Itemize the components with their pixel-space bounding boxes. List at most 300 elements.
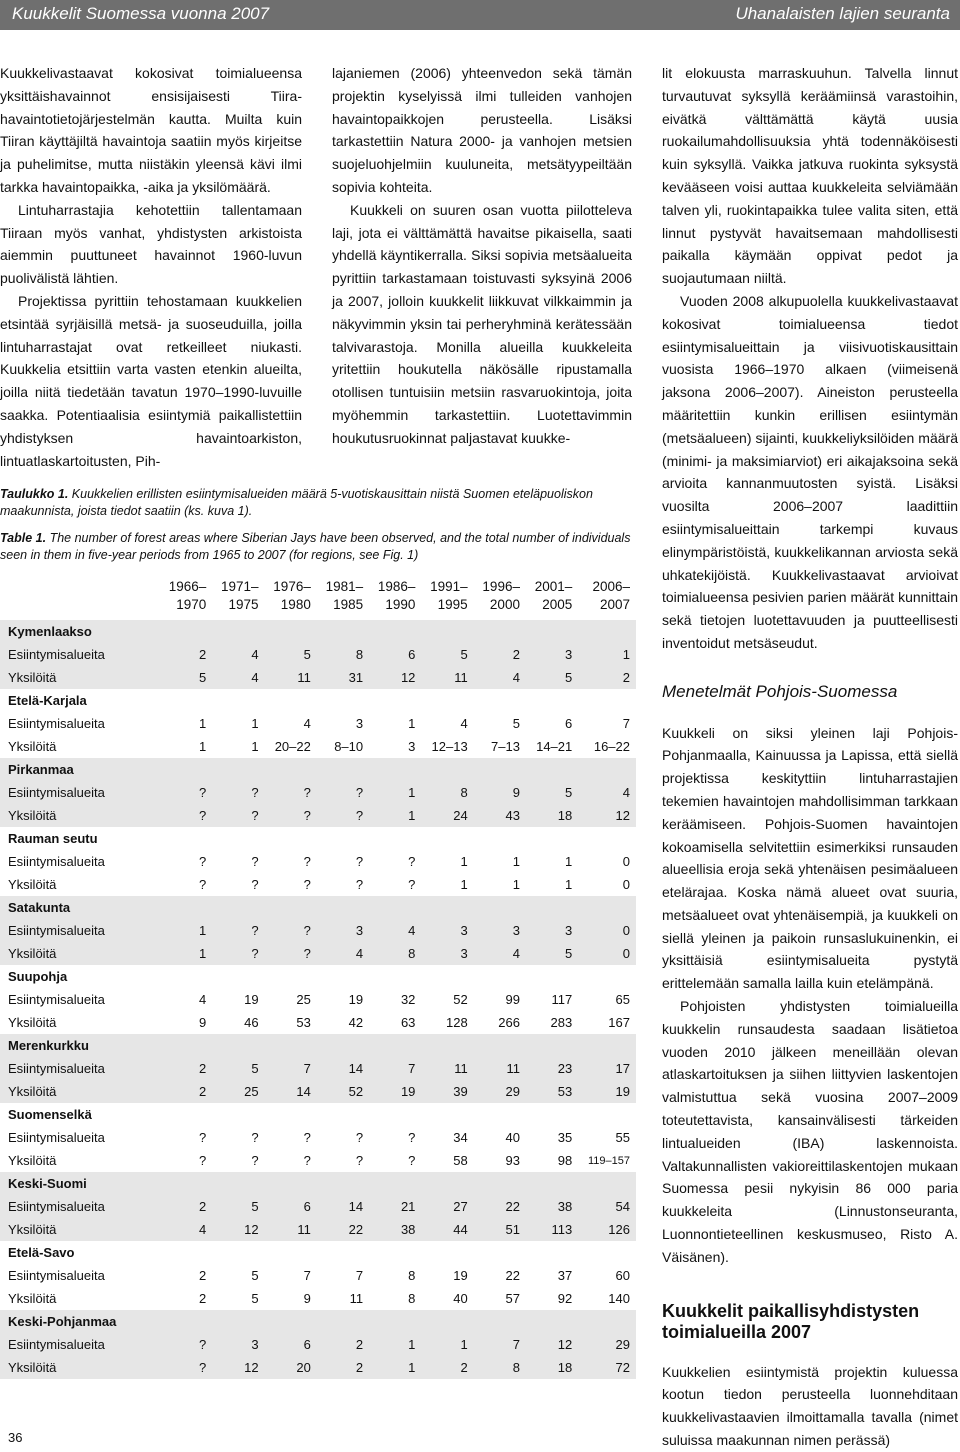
table-cell: 34 bbox=[453, 1130, 468, 1145]
row-label: Yksilöitä bbox=[8, 1291, 57, 1306]
table-cell: 167 bbox=[608, 1015, 630, 1030]
period-end: 1975 bbox=[228, 597, 259, 612]
row-label: Yksilöitä bbox=[8, 1015, 57, 1030]
table-cell: 3 bbox=[526, 643, 578, 666]
table-cell: 1 bbox=[369, 804, 421, 827]
table-cell: ? bbox=[265, 804, 317, 827]
paragraph: lit elokuusta marraskuuhun. Talvella linnut turvautuvat syksyllä keräämiinsä varastoihin, eivätkä välttämättä käytä uusia ruokailumahdollisuuksia yhtä todennäköisesti kuin syksyllä. Vaikka jatkuva ruokinta syksystä kevääseen voisi auttaa kuukkeleita selviämään talven yli, ruokintapaikka tulee valita siten, että linnut pystyvät havaitsemaan mahdollisesti paikalla käymään oppivat pedot ja suojautumaan niiltä. bbox=[662, 65, 958, 287]
table-cell: 3 bbox=[408, 739, 416, 754]
table-row bbox=[0, 1333, 636, 1356]
table-cell: ? bbox=[199, 877, 207, 892]
table-cell: ? bbox=[303, 1153, 311, 1168]
table-cell: 117 bbox=[551, 992, 573, 1007]
table-cell: 5 bbox=[212, 1057, 264, 1080]
table-cell: 4 bbox=[460, 716, 468, 731]
table-caption-english bbox=[0, 530, 640, 564]
table-cell: ? bbox=[408, 877, 416, 892]
table-cell: 11 bbox=[421, 666, 473, 689]
table-cell: 40 bbox=[505, 1130, 520, 1145]
table-cell: 6 bbox=[565, 716, 573, 731]
table-cell: 5 bbox=[421, 643, 473, 666]
table-cell: 2 bbox=[160, 1057, 212, 1080]
table-row bbox=[0, 873, 636, 896]
paragraph: Kuukkeli on suuren osan vuotta piilotteleva laji, jota ei välttämättä havaitse pikaisella, saati yhdellä käyntikerralla. Siksi sopivia metsäalueita pyrittiin tarkastamaan toistuvasti syksyinä 2006 ja 2007, jolloin kuukkelit liikkuvat vilkkaimmin ja näkyvimmin yksin tai perheryhminä kerätessään talvivarastoja. Monilla alueilla kuukkeleita yritettiin houkutella näkösälle ripustamalla otollisen tuntuisiin metsiin rasvaruokintoja, joita myöhemmin tarkastettiin. Luotettavimmin houkutusruokinnat paljastavat kuukke- bbox=[332, 201, 632, 446]
table-cell: 3 bbox=[474, 919, 526, 942]
table-cell: 19 bbox=[453, 1268, 468, 1283]
text-column-2 bbox=[332, 62, 632, 450]
table-cell: ? bbox=[251, 877, 259, 892]
paragraph: lajaniemen (2006) yhteenvedon sekä tämän projektin kyselyissä ilmi tulleiden vanhojen havaintopaikkojen perusteella. Lisäksi tarkastettiin Natura 2000- ja vanhojen metsien suojeluohjelmiin kuuluneita, metsätyypeiltään sopivia kohteita. bbox=[332, 65, 632, 195]
paragraph: Lintuharrastajia kehotettiin tallentamaan Tiiraan myös vanhat, yhdistysten arkistoista aiemmin puuttuneet havainnot 1960-luvun puolivälistä lähtien. bbox=[0, 201, 302, 287]
table-row bbox=[0, 1149, 636, 1172]
table-cell: 58 bbox=[453, 1153, 468, 1168]
table-cell: 53 bbox=[526, 1080, 578, 1103]
table-cell: 22 bbox=[317, 1218, 369, 1241]
region-row bbox=[0, 1241, 636, 1264]
region-name: Etelä-Karjala bbox=[8, 693, 87, 708]
period-end: 1990 bbox=[385, 597, 416, 612]
table-cell: 283 bbox=[550, 1015, 573, 1030]
table-cell: 20–22 bbox=[274, 739, 311, 754]
header-cell-empty bbox=[0, 578, 160, 620]
paragraph: Kuukkeli on siksi yleinen laji Pohjois-Pohjanmaalla, Kainuussa ja Lapissa, että siellä projektissa keskityttiin lintuharrastajien tekemien havaintojen mahdollisimman tarkkaan keräämiseen. Pohjois-Suomen havaintojen kokoamisella selvitettiin esimerkiksi runsauden alueellisia eroja sekä yhtenäisen pesimäalueen etelärajaa. Koska nämä alueet ovat suuria, metsäalueet ovat yhtenäisempiä, ja kuukkeli on siellä yleinen ja paikoin runsaslukuinenkin, ei yksittäisiä esiintymisalueita pystytä erittelemään samalla lailla kuin etelämpänä. bbox=[662, 724, 958, 992]
table-cell: 7 bbox=[474, 1333, 526, 1356]
table-cell: 5 bbox=[526, 781, 578, 804]
table-cell: 4 bbox=[474, 942, 526, 965]
period-header bbox=[317, 578, 369, 620]
header-row bbox=[0, 578, 636, 620]
table-cell: 7 bbox=[303, 1268, 311, 1283]
table-cell: 4 bbox=[317, 942, 369, 965]
period-start: 1991– bbox=[430, 579, 468, 594]
table-cell: 99 bbox=[505, 992, 520, 1007]
table-cell: ? bbox=[212, 804, 264, 827]
table-cell: 38 bbox=[369, 1218, 421, 1241]
row-label: Yksilöitä bbox=[0, 1218, 160, 1241]
section-heading: Menetelmät Pohjois-Suomessa bbox=[662, 681, 898, 701]
table-row bbox=[0, 1057, 636, 1080]
table-cell: ? bbox=[355, 854, 364, 869]
table-row bbox=[0, 1287, 636, 1310]
period-header bbox=[421, 578, 473, 620]
table-cell: 19 bbox=[348, 992, 364, 1007]
table-cell: 2 bbox=[317, 1333, 369, 1356]
table-caption-finnish bbox=[0, 486, 640, 520]
table-row bbox=[0, 712, 636, 735]
region-row bbox=[0, 620, 636, 643]
table-cell: 39 bbox=[421, 1080, 473, 1103]
table-cell: ? bbox=[160, 1356, 212, 1379]
table-cell: 8 bbox=[408, 1268, 416, 1283]
row-label: Esiintymisalueita bbox=[8, 716, 105, 731]
table-cell: 0 bbox=[622, 854, 630, 869]
row-label: Esiintymisalueita bbox=[0, 1057, 160, 1080]
table-cell: 14 bbox=[317, 1195, 369, 1218]
table-cell: 1 bbox=[369, 781, 421, 804]
table-cell: 52 bbox=[317, 1080, 369, 1103]
row-label: Yksilöitä bbox=[0, 1080, 160, 1103]
table-cell: 12–13 bbox=[431, 739, 468, 754]
period-header bbox=[526, 578, 578, 620]
period-end: 1980 bbox=[280, 597, 311, 612]
table-cell: 5 bbox=[265, 643, 317, 666]
region-name: Keski-Suomi bbox=[0, 1172, 636, 1195]
region-row bbox=[0, 1103, 636, 1126]
table-cell: 11 bbox=[474, 1057, 526, 1080]
period-start: 2006– bbox=[592, 579, 630, 594]
table-cell: 2 bbox=[160, 643, 212, 666]
table-cell: 2 bbox=[199, 1291, 207, 1306]
table-cell: ? bbox=[199, 854, 207, 869]
table-cell: ? bbox=[355, 1130, 364, 1145]
table-cell: ? bbox=[212, 781, 264, 804]
paragraph: Vuoden 2008 alkupuolella kuukkelivastaavat kokosivat toimialueensa tiedot esiintymisalueittain ja viisivuotiskausittain vuosista 1966–1970 alkaen (viimeisenä jaksona 2006–2007). Aineiston perusteella määritettiin kunkin erillisen esiintymän (metsäalueen) sijainti, kuukkeliyksilöiden määrä (minimi- ja maksimiarviot) eri aikajaksoina sekä arvioita kannanmuutosten syistä. Lisäksi vuosilta 2006–2007 laadittiin esiintymisalueittain tarkempi kuvaus elinympäristöistä, kuukkelikannan arviosta sekä uhkatekijöistä. Kuukkelivastaavat arvioivat toimialueensa pesivien parien määrät kunnittain sekä tietojen luotettavuuden ja puutteellisesti inventoidut metsäseudut. bbox=[662, 292, 958, 651]
table-cell: 40 bbox=[453, 1291, 468, 1306]
table-cell: 31 bbox=[317, 666, 369, 689]
table-cell: 9 bbox=[199, 1015, 207, 1030]
period-end: 1995 bbox=[437, 597, 468, 612]
table-row bbox=[0, 1126, 636, 1149]
caption-text: Kuukkelien erillisten esiintymisalueiden määrä 5-vuotiskausittain niistä Suomen eteläpuoliskon maakunnista, joista tiedot saatiin (ks. kuva 1). bbox=[0, 487, 593, 518]
period-end: 2005 bbox=[542, 597, 573, 612]
table-cell: 5 bbox=[512, 716, 520, 731]
table-cell: 11 bbox=[265, 666, 317, 689]
table-cell: ? bbox=[303, 1130, 311, 1145]
table-cell: ? bbox=[265, 781, 317, 804]
row-label: Yksilöitä bbox=[8, 1153, 57, 1168]
region-name: Rauman seutu bbox=[8, 831, 98, 846]
table-cell: 16–22 bbox=[593, 739, 630, 754]
table-cell: 3 bbox=[526, 919, 578, 942]
period-header bbox=[160, 578, 212, 620]
table-cell: 5 bbox=[251, 1268, 259, 1283]
table-cell: ? bbox=[303, 854, 311, 869]
period-start: 1996– bbox=[482, 579, 520, 594]
table-cell: 6 bbox=[265, 1333, 317, 1356]
row-label: Yksilöitä bbox=[0, 942, 160, 965]
table-cell: 27 bbox=[421, 1195, 473, 1218]
text-column-1 bbox=[0, 62, 302, 472]
table-cell: 55 bbox=[615, 1130, 630, 1145]
table-cell: 8 bbox=[421, 781, 473, 804]
paragraph: Pohjoisten yhdistysten toimialueilla kuukkelin runsaudesta saadaan lisätietoa vuoden 2010 jälkeen meneillään olevan atlaskartoituksen ja siihen liittyvien laskentojen valmistuttua sekä vuosina 2007–2009 toteutettavista, kansainvälisesti tärkeiden lintualueiden (IBA) laskennoista. Valtakunnallisten vakioreittilaskentojen mukaan Suomessa pesii nykyisin 86 000 paria kuukkeleita (Linnustonseuranta, Luonnontieteellinen keskusmuseo, Risto A. Väisänen). bbox=[662, 998, 958, 1265]
table-cell: 2 bbox=[421, 1356, 473, 1379]
page-number: 36 bbox=[8, 1430, 23, 1445]
table-cell: 119–157 bbox=[587, 1154, 630, 1167]
table-cell: 1 bbox=[369, 1333, 421, 1356]
table-cell: ? bbox=[355, 1153, 364, 1168]
period-start: 1986– bbox=[377, 579, 416, 594]
table-cell: ? bbox=[251, 1153, 259, 1168]
table-cell: 63 bbox=[400, 1015, 416, 1030]
table-cell: ? bbox=[251, 1130, 259, 1145]
paragraph: Kuukkelien esiintymistä projektin kuluessa kootun tiedon perusteella luonnehditaan kuukkelivastaavien ilmoittamalla tavalla (nimet suluissa maakunnan nimen perässä) bbox=[662, 1363, 958, 1449]
table-cell: 24 bbox=[421, 804, 473, 827]
row-label: Esiintymisalueita bbox=[8, 854, 105, 869]
table-cell: 1 bbox=[512, 854, 520, 869]
table-cell: 1 bbox=[578, 643, 636, 666]
table-cell: 0 bbox=[622, 877, 630, 892]
table-cell: 113 bbox=[526, 1218, 578, 1241]
table-cell: 29 bbox=[474, 1080, 526, 1103]
running-header bbox=[0, 0, 960, 30]
table-cell: 126 bbox=[578, 1218, 636, 1241]
table-cell: 7 bbox=[265, 1057, 317, 1080]
period-end: 2007 bbox=[599, 597, 630, 612]
row-label: Esiintymisalueita bbox=[8, 1130, 105, 1145]
row-label: Yksilöitä bbox=[0, 666, 160, 689]
table-body bbox=[0, 620, 636, 1379]
table-cell: 51 bbox=[474, 1218, 526, 1241]
table-row bbox=[0, 942, 636, 965]
region-name: Suomenselkä bbox=[8, 1107, 92, 1122]
table-row bbox=[0, 1356, 636, 1379]
table-cell: 25 bbox=[212, 1080, 264, 1103]
section-heading: Kuukkelit paikallisyhdistysten toimialueilla 2007 bbox=[662, 1300, 920, 1342]
table-cell: 22 bbox=[474, 1195, 526, 1218]
table-cell: 4 bbox=[303, 716, 311, 731]
table-cell: 25 bbox=[296, 992, 311, 1007]
table-cell: ? bbox=[199, 1153, 207, 1168]
table-cell: 3 bbox=[317, 919, 369, 942]
table-cell: 12 bbox=[212, 1218, 264, 1241]
table-cell: 1 bbox=[565, 877, 573, 892]
table-cell: ? bbox=[199, 1130, 207, 1145]
region-row bbox=[0, 965, 636, 988]
period-end: 1970 bbox=[176, 597, 207, 612]
table-cell: 5 bbox=[251, 1291, 259, 1306]
period-header bbox=[578, 578, 636, 620]
table-cell: 17 bbox=[578, 1057, 636, 1080]
table-cell: ? bbox=[408, 854, 416, 869]
table-cell: 1 bbox=[199, 716, 207, 731]
table-row bbox=[0, 1011, 636, 1034]
table-cell: 7 bbox=[622, 716, 630, 731]
table-cell: 8 bbox=[408, 1291, 416, 1306]
table-cell: ? bbox=[212, 919, 264, 942]
row-label: Esiintymisalueita bbox=[0, 781, 160, 804]
table-cell: 98 bbox=[557, 1153, 573, 1168]
region-name: Etelä-Savo bbox=[8, 1245, 75, 1260]
table-cell: 1 bbox=[565, 854, 573, 869]
table-cell: 11 bbox=[349, 1291, 364, 1306]
table-cell: 22 bbox=[505, 1268, 520, 1283]
table-cell: 4 bbox=[212, 666, 264, 689]
table-cell: 1 bbox=[369, 1356, 421, 1379]
table-cell: 6 bbox=[369, 643, 421, 666]
table-cell: ? bbox=[317, 804, 369, 827]
region-row bbox=[0, 758, 636, 781]
table-cell: 4 bbox=[160, 1218, 212, 1241]
table-cell: 52 bbox=[453, 992, 468, 1007]
table-row bbox=[0, 804, 636, 827]
table-cell: 29 bbox=[578, 1333, 636, 1356]
table-cell: 60 bbox=[615, 1268, 630, 1283]
table-cell: 72 bbox=[578, 1356, 636, 1379]
row-label: Esiintymisalueita bbox=[0, 643, 160, 666]
table-row bbox=[0, 643, 636, 666]
period-header bbox=[474, 578, 526, 620]
table-row bbox=[0, 781, 636, 804]
table-cell: 57 bbox=[505, 1291, 520, 1306]
table-cell: ? bbox=[408, 1130, 416, 1145]
table-cell: 1 bbox=[512, 877, 520, 892]
period-header bbox=[212, 578, 264, 620]
table-cell: 2 bbox=[578, 666, 636, 689]
table-cell: ? bbox=[303, 877, 311, 892]
table-cell: 266 bbox=[498, 1015, 520, 1030]
table-cell: 23 bbox=[526, 1057, 578, 1080]
table-cell: 2 bbox=[199, 1268, 207, 1283]
table-cell: 8 bbox=[369, 942, 421, 965]
table-cell: 4 bbox=[199, 992, 207, 1007]
table-cell: 18 bbox=[526, 1356, 578, 1379]
table-cell: 92 bbox=[557, 1291, 573, 1306]
table-cell: 1 bbox=[199, 739, 207, 754]
row-label: Esiintymisalueita bbox=[0, 1195, 160, 1218]
table-cell: 9 bbox=[303, 1291, 311, 1306]
table-cell: ? bbox=[160, 804, 212, 827]
header-title-right: Uhanalaisten lajien seuranta bbox=[735, 4, 950, 23]
table-row bbox=[0, 988, 636, 1011]
table-cell: 1 bbox=[160, 919, 212, 942]
region-name: Keski-Pohjanmaa bbox=[0, 1310, 636, 1333]
table-cell: 12 bbox=[212, 1356, 264, 1379]
period-start: 1981– bbox=[325, 579, 364, 594]
table-cell: 19 bbox=[578, 1080, 636, 1103]
table-cell: 93 bbox=[505, 1153, 520, 1168]
table-row bbox=[0, 1195, 636, 1218]
table-cell: 21 bbox=[369, 1195, 421, 1218]
table-cell: 12 bbox=[526, 1333, 578, 1356]
table-cell: 140 bbox=[608, 1291, 630, 1306]
region-row bbox=[0, 1310, 636, 1333]
period-start: 1966– bbox=[168, 579, 207, 594]
table-cell: 44 bbox=[421, 1218, 473, 1241]
table-cell: 0 bbox=[578, 942, 636, 965]
caption-label: Taulukko 1. bbox=[0, 487, 69, 501]
paragraph: Kuukkelivastaavat kokosivat toimialueensa yksittäishavainnot ensisijaisesti Tiira-havaintotietojärjestelmän kautta. Muilta kuin Tiiran käyttäjiltä havaintoja saatiin myös kirjeitse ja puhelimitse, mutta niistäkin yleensä kävi ilmi tarkka havaintopaikka, -aika ja yksilömäärä. bbox=[0, 65, 302, 195]
table-cell: 1 bbox=[460, 877, 468, 892]
row-label: Esiintymisalueita bbox=[0, 919, 160, 942]
table-cell: 0 bbox=[578, 919, 636, 942]
table-cell: 38 bbox=[526, 1195, 578, 1218]
table-row bbox=[0, 666, 636, 689]
table-cell: 43 bbox=[474, 804, 526, 827]
table-cell: 20 bbox=[265, 1356, 317, 1379]
row-label: Esiintymisalueita bbox=[8, 992, 105, 1007]
table-cell: ? bbox=[265, 919, 317, 942]
table-cell: ? bbox=[160, 1333, 212, 1356]
table-cell: 5 bbox=[160, 666, 212, 689]
table-cell: 3 bbox=[421, 919, 473, 942]
table-row bbox=[0, 850, 636, 873]
row-label: Yksilöitä bbox=[8, 739, 57, 754]
region-name: Pirkanmaa bbox=[0, 758, 636, 781]
table-cell: 7 bbox=[369, 1057, 421, 1080]
region-row bbox=[0, 689, 636, 712]
region-name: Merenkurkku bbox=[0, 1034, 636, 1057]
table-cell: 37 bbox=[557, 1268, 573, 1283]
table-row bbox=[0, 1218, 636, 1241]
table-cell: 2 bbox=[160, 1195, 212, 1218]
table-cell: 8–10 bbox=[334, 739, 364, 754]
table-cell: 7 bbox=[355, 1268, 364, 1283]
table-cell: 3 bbox=[212, 1333, 264, 1356]
table-cell: ? bbox=[251, 854, 259, 869]
region-row bbox=[0, 1034, 636, 1057]
table-cell: 4 bbox=[474, 666, 526, 689]
table-cell: 12 bbox=[578, 804, 636, 827]
table-cell: 32 bbox=[400, 992, 416, 1007]
table-cell: 3 bbox=[355, 716, 364, 731]
row-label: Esiintymisalueita bbox=[8, 1268, 105, 1283]
region-row bbox=[0, 827, 636, 850]
table-cell: 8 bbox=[317, 643, 369, 666]
table-cell: ? bbox=[265, 942, 317, 965]
period-end: 1985 bbox=[333, 597, 364, 612]
row-label: Esiintymisalueita bbox=[0, 1333, 160, 1356]
period-start: 1971– bbox=[221, 579, 259, 594]
table-cell: 19 bbox=[244, 992, 259, 1007]
period-start: 2001– bbox=[534, 579, 573, 594]
table-cell: 18 bbox=[526, 804, 578, 827]
table-cell: ? bbox=[408, 1153, 416, 1168]
table-cell: 3 bbox=[421, 942, 473, 965]
region-name: Satakunta bbox=[0, 896, 636, 919]
table-cell: 1 bbox=[421, 1333, 473, 1356]
table-cell: 1 bbox=[160, 942, 212, 965]
table-cell: 14–21 bbox=[536, 739, 573, 754]
table-row bbox=[0, 735, 636, 758]
table-cell: 7–13 bbox=[491, 739, 520, 754]
table-cell: 54 bbox=[578, 1195, 636, 1218]
table-cell: 4 bbox=[369, 919, 421, 942]
caption-label: Table 1. bbox=[0, 531, 47, 545]
table-cell: 5 bbox=[212, 1195, 264, 1218]
table-cell: 12 bbox=[369, 666, 421, 689]
text-column-3 bbox=[662, 62, 958, 1452]
table-cell: 128 bbox=[445, 1015, 468, 1030]
table-cell: 11 bbox=[265, 1218, 317, 1241]
table-cell: 35 bbox=[557, 1130, 573, 1145]
table-cell: 4 bbox=[212, 643, 264, 666]
table-cell: 2 bbox=[160, 1080, 212, 1103]
table-cell: 1 bbox=[460, 854, 468, 869]
table-cell: 42 bbox=[348, 1015, 364, 1030]
table-cell: 11 bbox=[421, 1057, 473, 1080]
paragraph: Projektissa pyrittiin tehostamaan kuukkelien etsintää syrjäisillä metsä- ja suoseuduilla, joilla lintuharrastajat ovat retkeilleet niukasti. Kuukkelia etsittiin varta vasten etenkin alueilta, joilla niitä tiedetään tavatun 1970–1990-luvuille saakka. Potentiaalisia esiintymiä paikallistettiin yhdistyksen havaintoarkiston, lintuatlaskartoitusten, Pih- bbox=[0, 292, 302, 469]
table-cell: 46 bbox=[244, 1015, 259, 1030]
table-cell: 2 bbox=[317, 1356, 369, 1379]
period-start: 1976– bbox=[273, 579, 311, 594]
table-cell: 5 bbox=[526, 942, 578, 965]
table-cell: 53 bbox=[296, 1015, 311, 1030]
table-cell: ? bbox=[160, 781, 212, 804]
table-cell: 1 bbox=[251, 739, 259, 754]
table-row bbox=[0, 919, 636, 942]
table-row bbox=[0, 1080, 636, 1103]
table-cell: 2 bbox=[474, 643, 526, 666]
region-row bbox=[0, 896, 636, 919]
period-header bbox=[369, 578, 421, 620]
table-cell: ? bbox=[212, 942, 264, 965]
caption-text: The number of forest areas where Siberian Jays have been observed, and the total number of individuals seen in them in five-year periods from 1965 to 2007 (for regions, see Fig. 1) bbox=[0, 531, 631, 562]
row-label: Yksilöitä bbox=[0, 804, 160, 827]
region-name: Kymenlaakso bbox=[0, 620, 636, 643]
table-cell: 5 bbox=[526, 666, 578, 689]
region-row bbox=[0, 1172, 636, 1195]
